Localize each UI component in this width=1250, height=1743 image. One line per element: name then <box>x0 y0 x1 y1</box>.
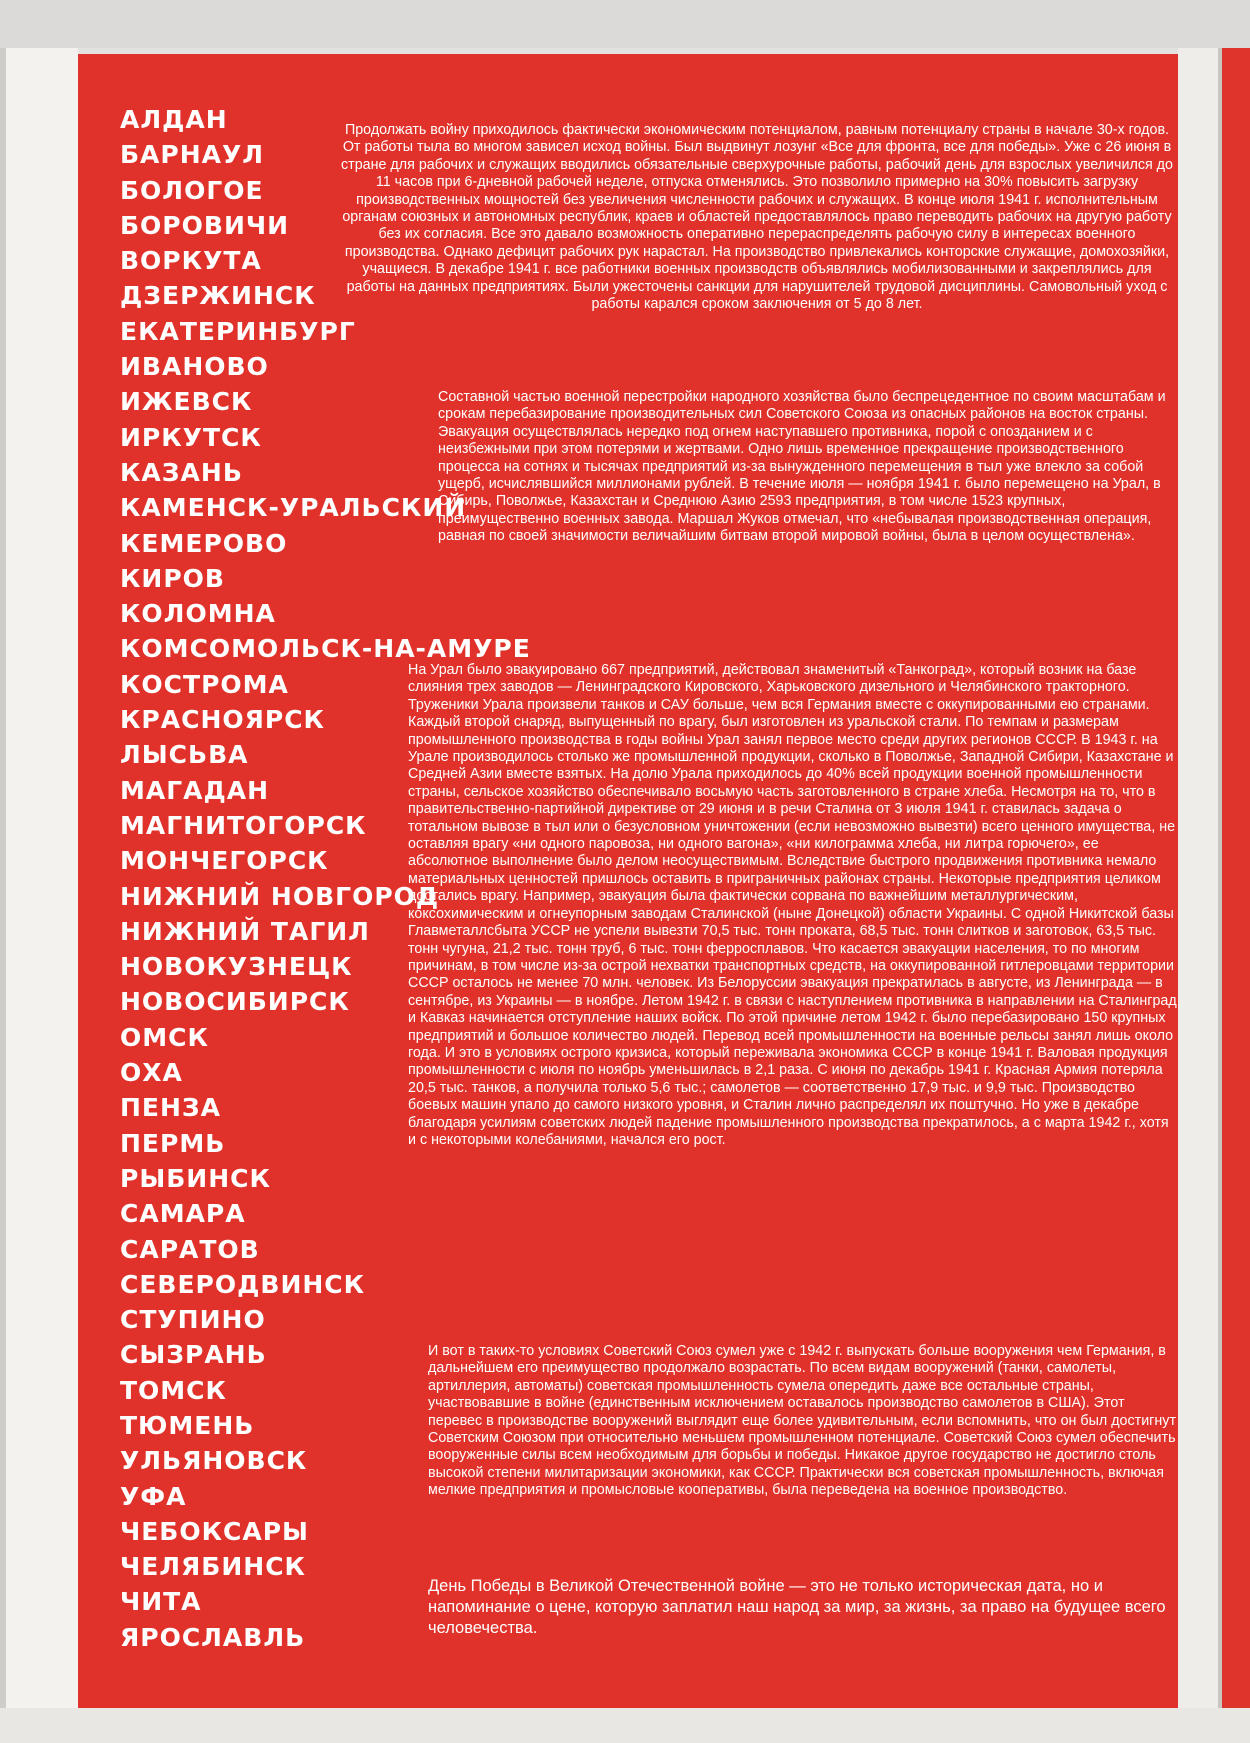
page-left-shadow <box>0 48 6 1743</box>
page-left-margin <box>0 48 78 1743</box>
city-name: НОВОКУЗНЕЦК <box>120 952 353 982</box>
city-name: СЕВЕРОДВИНСК <box>120 1269 366 1299</box>
paragraph-victory-day: День Победы в Великой Отечественной войне — это не только историческая дата, но и напоминание о цене, которую заплатил наш народ за мир, за жизнь, за право на будущее всего человечества. <box>428 1577 1166 1637</box>
page-right-margin <box>1178 48 1222 1743</box>
city-name: ЯРОСЛАВЛЬ <box>120 1622 306 1652</box>
scan-bottom-background <box>0 1708 1250 1743</box>
city-name: НИЖНИЙ НОВГОРОД <box>120 881 440 911</box>
city-name: САРАТОВ <box>120 1234 260 1264</box>
city-name: ДЗЕРЖИНСК <box>120 281 316 311</box>
city-name: ЧЕЛЯБИНСК <box>120 1552 306 1582</box>
city-name: ПЕРМЬ <box>120 1128 226 1158</box>
city-name: ИВАНОВО <box>120 352 269 382</box>
city-name: ИЖЕВСК <box>120 387 253 417</box>
paragraph-ural-industry: На Урал было эвакуировано 667 предприятий, действовал знаменитый «Танкоград», который возник на базе слияния трех заводов — Ленинградского Кировского, Харьковского дизельного и Челябинского тракторного. Труженики Урала произвели танков и САУ больше, чем вся Германия вместе с оккупированными ею странами. Каждый второй снаряд, выпущенный по врагу, был изготовлен из уральской стали. По темпам и размерам промышленного производства в годы войны Урал занял первое место среди других регионов СССР. В 1943 г. на Урале производилось столько же промышленной продукции, сколько в Поволжье, Западной Сибири, Казахстане и Средней Азии вместе взятых. На долю Урала приходилось до 40% всей продукции военной промышленности страны, сельское хозяйство обеспечивало восьмую часть заготовленного в стране хлеба. Несмотря на то, что в правительственно-партийной директиве от 29 июня и в речи Сталина от 3 июля 1941 г. ставилась задача о тотальном вывозе в тыл или о безусловном уничтожении (если невозможно вывезти) всего ценного имущества, не оставляя врагу «ни одного паровоза, ни одного вагона», «ни килограмма хлеба, ни литра горючего», ее абсолютное выполнение было делом неосуществимым. Вследствие быстрого продвижения противника немало материальных ценностей пришлось оставить в приграничных районах страны. Некоторые предприятия целиком достались врагу. Например, эвакуация была фактически сорвана по важнейшим металлургическим, коксохимическим и огнеупорным заводам Сталинской (ныне Донецкой) области Украины. С одной Никитской базы Главметаллсбыта УССР не успели вывезти 70,5 тыс. тонн проката, 68,5 тыс. тонн слитков и заготовок, 63,5 тыс. тонн чугуна, 21,2 тыс. тонн труб, 6 тыс. тонн ферросплавов. Что касается эвакуации населения, то по многим причинам, в том числе из-за острой нехватки транспортных средств, на оккупированной гитлеровцами территории СССР осталось не менее 70 млн. человек. Из Белоруссии эвакуация прекратилась в августе, из Ленинграда — в сентябре, из Украины — в ноябре. Летом 1942 г. в связи с наступлением противника в направлении на Сталинград и Кавказ начинается отступление наших войск. По этой причине летом 1942 г. было перебазировано 150 крупных предприятий и большое количество людей. Перевод всей промышленности на военные рельсы занял лишь около года. И это в условиях острого кризиса, который переживала экономика СССР в конце 1941 г. Валовая продукция промышленности с июля по ноябрь уменьшилась в 2,1 раза. С июня по декабрь 1941 г. Красная Армия потеряла 20,5 тыс. танков, а получила только 5,6 тыс.; самолетов — соответственно 17,9 тыс. и 9,9 тыс. Производство боевых машин упало до самого низкого уровня, и Сталин лично распределял их поштучно. Но уже в декабре благодаря усилиям советских людей падение промышленного производства прекратилось, а с марта 1942 г., хотя и с некоторыми колебаниями, начался его рост. <box>408 662 1177 1148</box>
city-name: КИРОВ <box>120 563 225 593</box>
city-name: ТЮМЕНЬ <box>120 1410 255 1440</box>
city-name: ОМСК <box>120 1022 209 1052</box>
city-name: ЧИТА <box>120 1587 202 1617</box>
city-name: ЛЫСЬВА <box>120 740 249 770</box>
paragraph-armament-production: И вот в таких-то условиях Советский Союз сумел уже с 1942 г. выпускать больше вооружения чем Германия, в дальнейшем его преимущество продолжало возрастать. По всем видам вооружений (танки, самолеты, артиллерия, автоматы) советская промышленность сумела опередить даже все остальные страны, участвовавшие в войне (единственным исключением оставалось производство самолетов в США). Этот перевес в производстве вооружений выглядит еще более удивительным, если вспомнить, что он был достигнут Советским Союзом при относительно меньшем промышленном потенциале. Советский Союз сумел обеспечить вооруженные силы всем необходимым для борьбы и победы. Никакое другое государство не достигло столь высокой степени милитаризации экономики, как СССР. Практически вся советская промышленность, включая мелкие предприятия и промысловые кооперативы, была переведена на военное производство. <box>428 1343 1176 1499</box>
city-name: ТОМСК <box>120 1375 227 1405</box>
city-name: САМАРА <box>120 1199 246 1229</box>
city-name: РЫБИНСК <box>120 1163 271 1193</box>
city-name: КАМЕНСК-УРАЛЬСКИЙ <box>120 493 467 523</box>
city-name: МОНЧЕГОРСК <box>120 846 329 876</box>
city-name: УЛЬЯНОВСК <box>120 1446 308 1476</box>
paragraph-evacuation: Составной частью военной перестройки народного хозяйства было беспрецедентное по своим масштабам и срокам перебазирование производительных сил Советского Союза из опасных районов на восток страны. Эвакуация осуществлялась нередко под огнем наступавшего противника, порой с опозданием и с неизбежными при этом потерями и жертвами. Одно лишь временное прекращение производственного процесса на сотнях и тысячах предприятий из-за вынужденного перемещения в тыл уже влекло за собой ущерб, исчислявшийся миллионами рублей. В течение июля — ноября 1941 г. было перемещено на Урал, в Сибирь, Поволжье, Казахстан и Среднюю Азию 2593 предприятия, в том числе 1523 крупных, преимущественно военных завода. Маршал Жуков отмечал, что «небывалая производственная операция, равная по своей значимости величайшим битвам второй мировой войны, была в целом осуществлена». <box>438 389 1166 545</box>
city-name: БОРОВИЧИ <box>120 210 289 240</box>
city-name: ИРКУТСК <box>120 422 262 452</box>
scan-top-background <box>0 0 1250 48</box>
city-name: СЫЗРАНЬ <box>120 1340 267 1370</box>
city-name: КАЗАНЬ <box>120 457 243 487</box>
city-name: БАРНАУЛ <box>120 140 265 170</box>
city-name: КОМСОМОЛЬСК-НА-АМУРЕ <box>120 634 531 664</box>
city-name: ЧЕБОКСАРЫ <box>120 1516 309 1546</box>
city-name: МАГАДАН <box>120 775 270 805</box>
city-name: СТУПИНО <box>120 1305 266 1335</box>
city-name: КОСТРОМА <box>120 669 289 699</box>
city-name: КРАСНОЯРСК <box>120 705 325 735</box>
city-name: ЕКАТЕРИНБУРГ <box>120 316 356 346</box>
city-name: ОХА <box>120 1058 183 1088</box>
paragraph-labor-mobilization: Продолжать войну приходилось фактически экономическим потенциалом, равным потенциалу страны в начале 30-х годов. От работы тыла во многом зависел исход войны. Был выдвинут лозунг «Все для фронта, все для победы». Уже с 26 июня в стране для рабочих и служащих вводились обязательные сверхурочные работы, рабочий день для взрослых увеличился до 11 часов при 6-дневной рабочей неделе, отпуска отменялись. Это позволило примерно на 30% повысить загрузку производственных мощностей без увеличения численности рабочих и служащих. В конце июля 1941 г. исполнительным органам союзных и автономных республик, краев и областей предоставлялось право переводить рабочих на другую работу без их согласия. Все это давало возможность оперативно перераспределять рабочую силу в интересах военного производства. Однако дефицит рабочих рук нарастал. На производство привлекались конторские служащие, домохозяйки, учащиеся. В декабре 1941 г. все работники военных производств объявлялись мобилизованными и закреплялись для работы на данных предприятиях. Были ужесточены санкции для нарушителей трудовой дисциплины. Самовольный уход с работы карался сроком заключения от 5 до 8 лет. <box>341 122 1173 313</box>
city-name: КЕМЕРОВО <box>120 528 288 558</box>
city-name: НИЖНИЙ ТАГИЛ <box>120 916 370 946</box>
city-name: ВОРКУТА <box>120 246 262 276</box>
city-name: АЛДАН <box>120 105 228 134</box>
city-name: НОВОСИБИРСК <box>120 987 350 1017</box>
city-name: ПЕНЗА <box>120 1093 222 1123</box>
city-name: УФА <box>120 1481 187 1511</box>
city-name: БОЛОГОЕ <box>120 175 264 205</box>
city-name: МАГНИТОГОРСК <box>120 810 367 840</box>
city-name: КОЛОМНА <box>120 599 276 629</box>
red-page <box>78 54 1178 1708</box>
adjacent-page-edge <box>1222 48 1250 1728</box>
